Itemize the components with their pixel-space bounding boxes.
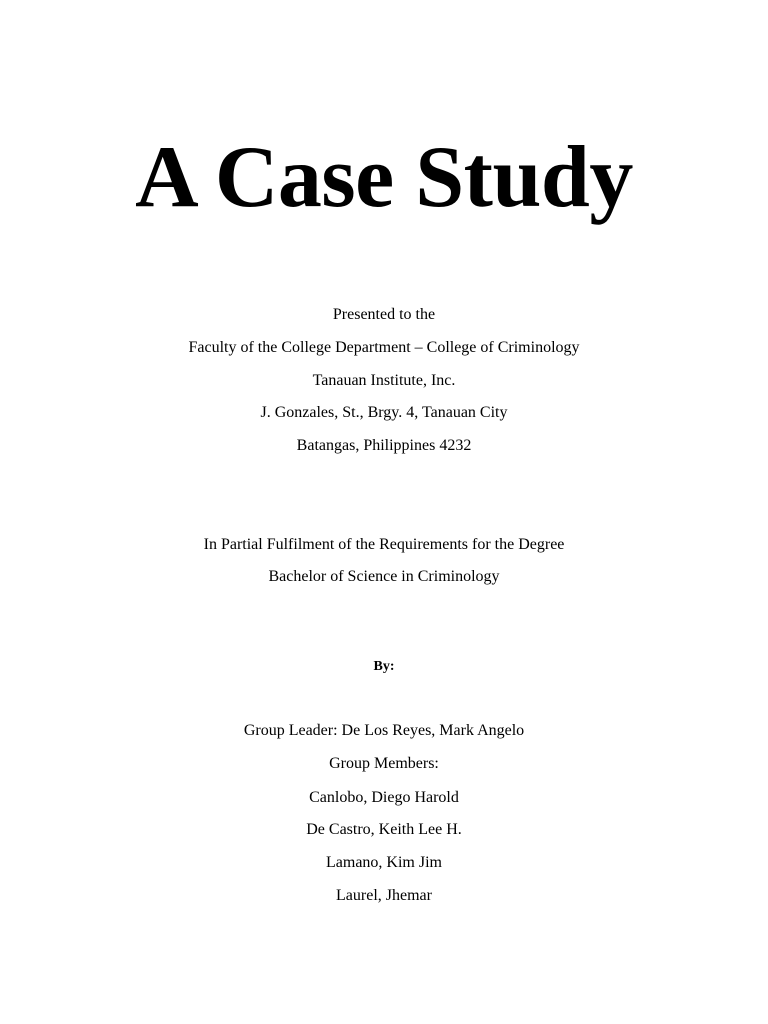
group-members-label: Group Members: xyxy=(329,755,439,772)
group-member: De Castro, Keith Lee H. xyxy=(306,821,462,838)
group-member: Laurel, Jhemar xyxy=(336,887,432,904)
institution-line: Tanauan Institute, Inc. xyxy=(312,372,456,389)
degree-line: Bachelor of Science in Criminology xyxy=(268,568,500,585)
group-leader-line: Group Leader: De Los Reyes, Mark Angelo xyxy=(243,722,525,739)
fulfilment-line: In Partial Fulfilment of the Requirements for the Degree xyxy=(203,536,565,553)
presented-to-line: Presented to the xyxy=(332,306,436,323)
by-label: By: xyxy=(373,659,395,674)
group-member: Canlobo, Diego Harold xyxy=(309,789,459,806)
street-address-line: J. Gonzales, St., Brgy. 4, Tanauan City xyxy=(260,404,508,421)
faculty-line: Faculty of the College Department – College of Criminology xyxy=(188,339,580,356)
city-address-line: Batangas, Philippines 4232 xyxy=(296,437,472,454)
document-title: A Case Study xyxy=(135,129,633,226)
group-member: Lamano, Kim Jim xyxy=(326,854,442,871)
